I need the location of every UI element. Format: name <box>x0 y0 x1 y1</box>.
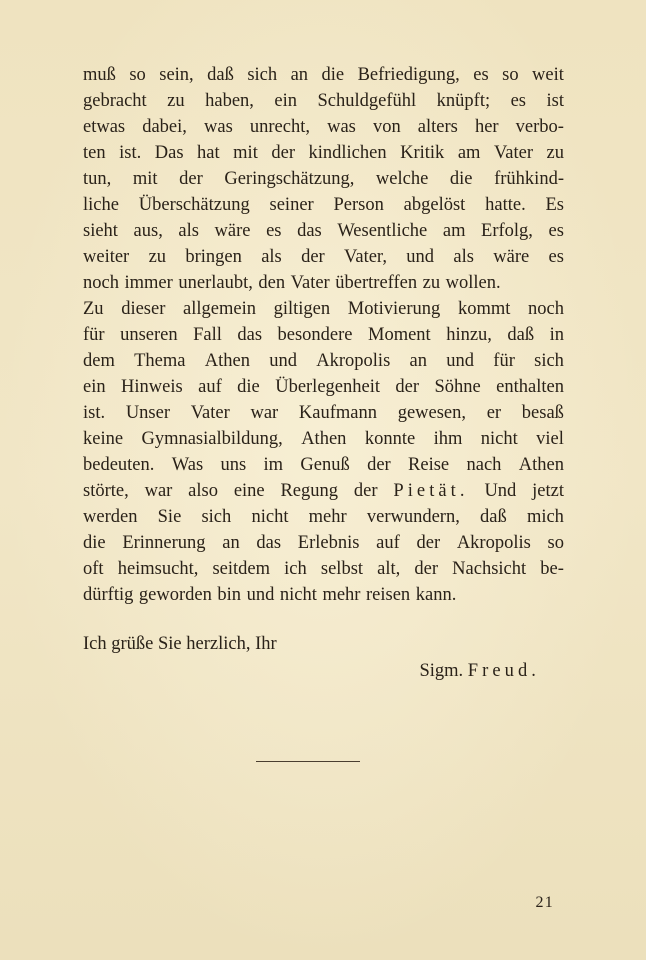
word: haben, <box>205 91 254 111</box>
word: mehr <box>322 585 361 605</box>
word: und <box>406 247 435 267</box>
word: dabei, <box>142 117 187 137</box>
word: das <box>256 533 282 553</box>
body-text <box>83 62 564 608</box>
word: war <box>144 481 173 501</box>
text-line <box>83 374 564 400</box>
text-line <box>83 504 564 530</box>
word: Vater, <box>344 247 387 267</box>
word: dem <box>83 351 115 371</box>
word: der <box>367 455 391 475</box>
word: der <box>301 247 325 267</box>
word: Reise <box>408 455 450 475</box>
signature-last-name: Freud. <box>467 661 540 681</box>
word: es <box>548 247 564 267</box>
word: als <box>178 221 199 241</box>
word: der <box>179 169 203 189</box>
word: das <box>297 221 322 241</box>
word: in <box>549 325 564 345</box>
word: und <box>269 351 297 371</box>
text-line <box>83 296 564 322</box>
word: daß <box>507 325 535 345</box>
word: abgelöst <box>403 195 466 215</box>
word: Erlebnis <box>297 533 360 553</box>
signature-first-name: Sigm. <box>419 661 464 681</box>
word: sich <box>201 507 232 527</box>
word: Motivierung <box>347 299 441 319</box>
text-line <box>83 556 564 582</box>
word: Sie <box>157 507 182 527</box>
word: Schuldgefühl <box>317 91 417 111</box>
word: für <box>493 351 515 371</box>
word: Athen <box>204 351 250 371</box>
word: wäre <box>214 221 251 241</box>
page-number: 21 <box>535 894 554 911</box>
word: verwundern, <box>366 507 460 527</box>
word: Athen <box>518 455 564 475</box>
text-line <box>83 114 564 140</box>
word: aus, <box>133 221 163 241</box>
word: für <box>83 325 105 345</box>
word: Vater <box>493 143 533 163</box>
word: gebracht <box>83 91 147 111</box>
word: Gymnasialbildung, <box>141 429 283 449</box>
paragraph-2 <box>83 296 564 608</box>
word: dürftig <box>83 585 134 605</box>
word: Befriedigung, <box>357 65 460 85</box>
word: alters <box>417 117 458 137</box>
word: mit <box>132 169 158 189</box>
word: ist. <box>83 403 106 423</box>
word: so <box>129 65 146 85</box>
word: bedeuten. <box>83 455 155 475</box>
word: am <box>442 221 466 241</box>
word: Akropolis <box>316 351 391 371</box>
word: alt, <box>377 559 401 579</box>
word: als <box>261 247 282 267</box>
word: Zu <box>83 299 104 319</box>
word: mich <box>526 507 564 527</box>
letter-closing: Ich grüße Sie herzlich, Ihr <box>83 634 277 654</box>
text-line <box>83 348 564 374</box>
word: der <box>353 481 378 501</box>
word: ten <box>83 143 106 163</box>
word: so <box>502 65 519 85</box>
word: dieser <box>121 299 166 319</box>
word: der <box>414 559 439 579</box>
word: frühkind- <box>494 169 564 189</box>
word: besaß <box>521 403 564 423</box>
text-line <box>83 166 564 192</box>
word: wäre <box>493 247 530 267</box>
word: im <box>263 455 284 475</box>
word: zu <box>422 273 441 293</box>
word: Und <box>484 481 517 501</box>
word: weiter <box>83 247 130 267</box>
word: Hinweis <box>121 377 183 397</box>
word: die <box>449 169 473 189</box>
word: kommt <box>457 299 511 319</box>
word: das <box>237 325 263 345</box>
word: also <box>188 481 218 501</box>
text-line <box>83 192 564 218</box>
word: seitdem <box>212 559 271 579</box>
word: allgemein <box>183 299 256 319</box>
word: Athen <box>301 429 347 449</box>
word: immer <box>124 273 173 293</box>
word: zu <box>167 91 185 111</box>
word: Söhne <box>434 377 481 397</box>
word: er <box>486 403 502 423</box>
text-line <box>83 530 564 556</box>
word: gewesen, <box>397 403 467 423</box>
word: welche <box>375 169 429 189</box>
word: liche <box>83 195 119 215</box>
text-line <box>83 270 564 296</box>
word: Es <box>545 195 564 215</box>
word: es <box>473 65 489 85</box>
word: an <box>222 533 240 553</box>
word: eine <box>233 481 265 501</box>
word: nicht <box>251 507 289 527</box>
text-line <box>83 478 564 504</box>
text-line <box>83 426 564 452</box>
word: bringen <box>185 247 242 267</box>
word: ihm <box>433 429 463 449</box>
word: tun, <box>83 169 112 189</box>
text-line <box>83 244 564 270</box>
word: Vater <box>290 273 330 293</box>
word: an <box>409 351 427 371</box>
word: verbo- <box>515 117 564 137</box>
word: seiner <box>269 195 314 215</box>
word: Geringschätzung, <box>224 169 355 189</box>
word: enthalten <box>496 377 564 397</box>
word: auf <box>376 533 400 553</box>
word: her <box>474 117 499 137</box>
word: werden <box>83 507 138 527</box>
word: die <box>321 65 345 85</box>
word: Thema <box>134 351 186 371</box>
text-line <box>83 400 564 426</box>
word: die <box>237 377 260 397</box>
word: sich <box>534 351 564 371</box>
word: knüpft; <box>436 91 491 111</box>
word: konnte <box>364 429 416 449</box>
word: Wesentliche <box>337 221 428 241</box>
word: giltigen <box>273 299 331 319</box>
word: sein, <box>159 65 194 85</box>
word: Vater <box>190 403 230 423</box>
word: Kaufmann <box>298 403 377 423</box>
word: be- <box>540 559 564 579</box>
word: Pietät. <box>393 481 469 501</box>
word: daß <box>480 507 507 527</box>
word: nicht <box>480 429 518 449</box>
word: war <box>250 403 279 423</box>
section-divider <box>256 761 360 762</box>
word: es <box>510 91 527 111</box>
word: und <box>246 585 275 605</box>
word: hinzu, <box>446 325 492 345</box>
word: ein <box>83 377 106 397</box>
text-line <box>83 88 564 114</box>
word: uns <box>220 455 247 475</box>
word: von <box>372 117 401 137</box>
word: es <box>266 221 282 241</box>
word: wollen. <box>445 273 501 293</box>
word: hat <box>197 143 220 163</box>
word: Überlegenheit <box>275 377 380 397</box>
word: keine <box>83 429 124 449</box>
word: störte, <box>83 481 129 501</box>
word: mehr <box>308 507 347 527</box>
word: heimsucht, <box>117 559 199 579</box>
word: unrecht, <box>249 117 310 137</box>
word: daß <box>207 65 234 85</box>
word: weit <box>532 65 564 85</box>
word: etwas <box>83 117 126 137</box>
word: zu <box>546 143 564 163</box>
signature <box>419 658 540 684</box>
word: der <box>395 377 420 397</box>
word: Unser <box>125 403 170 423</box>
word: Fall <box>193 325 222 345</box>
word: ist <box>546 91 564 111</box>
word: besondere <box>277 325 353 345</box>
word: noch <box>528 299 564 319</box>
text-line <box>83 140 564 166</box>
text-line <box>83 62 564 88</box>
word: Person <box>333 195 384 215</box>
paragraph-1 <box>83 62 564 296</box>
word: auf <box>198 377 222 397</box>
word: übertreffen <box>335 273 418 293</box>
word: Regung <box>280 481 339 501</box>
word: an <box>290 65 309 85</box>
word: ich <box>284 559 307 579</box>
word: jetzt <box>532 481 564 501</box>
word: muß <box>83 65 116 85</box>
word: ein <box>274 91 298 111</box>
word: Erinnerung <box>122 533 206 553</box>
text-line <box>83 452 564 478</box>
word: ist. <box>119 143 142 163</box>
text-line <box>83 582 564 608</box>
word: Was <box>171 455 204 475</box>
word: oft <box>83 559 104 579</box>
text-line <box>83 322 564 348</box>
word: viel <box>536 429 564 449</box>
word: selbst <box>320 559 364 579</box>
word: Genuß <box>300 455 350 475</box>
word: Erfolg, <box>481 221 533 241</box>
word: nicht <box>279 585 317 605</box>
word: Moment <box>368 325 431 345</box>
word: Nachsicht <box>452 559 527 579</box>
word: hatte. <box>485 195 526 215</box>
word: sich <box>247 65 278 85</box>
word: noch <box>83 273 119 293</box>
text-line <box>83 218 564 244</box>
word: was <box>204 117 233 137</box>
word: es <box>548 221 564 241</box>
word: reisen <box>366 585 411 605</box>
word: am <box>457 143 481 163</box>
word: nach <box>466 455 502 475</box>
word: Kritik <box>400 143 445 163</box>
word: kindlichen <box>308 143 387 163</box>
word: Überschätzung <box>138 195 250 215</box>
word: den <box>258 273 286 293</box>
word: mit <box>233 143 258 163</box>
word: geworden <box>138 585 212 605</box>
word: sieht <box>83 221 118 241</box>
word: unerlaubt, <box>178 273 253 293</box>
word: bin <box>217 585 242 605</box>
word: zu <box>148 247 167 267</box>
word: Das <box>154 143 184 163</box>
word: die <box>83 533 106 553</box>
word: als <box>453 247 474 267</box>
word: unseren <box>120 325 178 345</box>
word: so <box>547 533 564 553</box>
word: der <box>416 533 441 553</box>
word: kann. <box>415 585 457 605</box>
word: der <box>271 143 295 163</box>
word: was <box>327 117 356 137</box>
word: Akropolis <box>456 533 531 553</box>
word: und <box>446 351 475 371</box>
